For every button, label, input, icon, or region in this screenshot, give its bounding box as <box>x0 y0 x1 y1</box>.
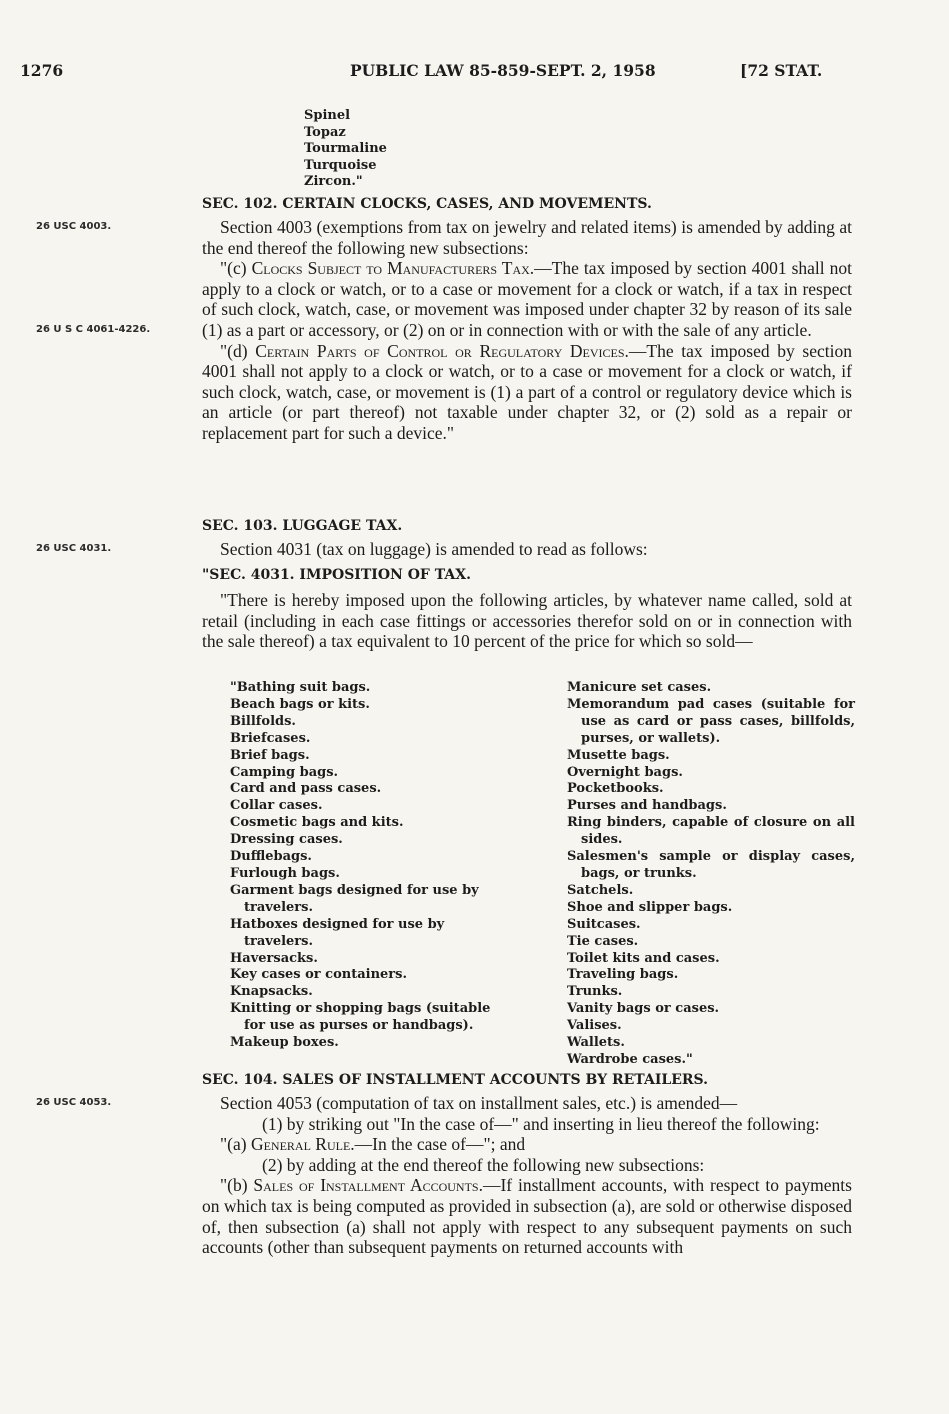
list-item: Salesmen's sample or display cases, bags, or trunks. <box>567 849 855 881</box>
list-item: Haversacks. <box>230 950 318 966</box>
sec-104-body <box>202 1093 852 1258</box>
list-item: Suitcases. <box>567 916 641 932</box>
subsection-c-title: Clocks Subject to Manufacturers Tax. <box>251 258 535 279</box>
list-item: Brief bags. <box>230 747 310 763</box>
sec-102-body <box>202 217 852 444</box>
list-item: Pocketbooks. <box>567 781 664 797</box>
list-item: Briefcases. <box>230 730 311 746</box>
running-title: PUBLIC LAW 85-859-SEPT. 2, 1958 <box>350 61 656 80</box>
sec-104-intro: Section 4053 (computation of tax on installment sales, etc.) is amended— <box>220 1093 738 1113</box>
list-item: Manicure set cases. <box>567 680 712 695</box>
list-item: Satchels. <box>567 882 634 898</box>
subsection-a-text: —In the case of—"; and <box>354 1134 526 1155</box>
subsection-d-title: Certain Parts of Control or Regulatory Devices. <box>255 340 629 361</box>
margin-note-4003: 26 USC 4003. <box>36 221 112 232</box>
sec-102-intro: Section 4003 (exemptions from tax on jewelry and related items) is amended by adding at the end thereof the following new subsections: <box>202 217 852 258</box>
sec-4031-body <box>202 590 852 652</box>
list-item: Shoe and slipper bags. <box>567 899 733 915</box>
list-item: Purses and handbags. <box>567 798 727 814</box>
list-item: Wardrobe cases." <box>567 1051 693 1067</box>
subsection-b-title: Sales of Installment Accounts. <box>253 1175 483 1196</box>
list-item: Knitting or shopping bags (suitable for use as purses or handbags). <box>230 1001 491 1034</box>
gem-list-end <box>304 108 387 191</box>
sec-4031-text: "There is hereby imposed upon the following articles, by whatever name called, sold at retail (including in each case fittings or accessories therefor sold on or in connection with the sale thereof) a tax equivalent to 10 percent of the price for which so sold— <box>202 590 852 652</box>
list-item: Trunks. <box>567 984 623 1000</box>
list-item: Tourmaline <box>304 141 387 156</box>
list-item: Makeup boxes. <box>230 1035 339 1051</box>
subsection-d-lead: "(d) <box>220 340 256 361</box>
luggage-list-right <box>567 680 855 1069</box>
page-number: 1276 <box>20 61 64 80</box>
sec-103-intro <box>202 539 852 560</box>
list-item: Key cases or containers. <box>230 967 408 983</box>
list-item: Garment bags designed for use by travelers. <box>230 882 479 915</box>
list-item: Hatboxes designed for use by travelers. <box>230 916 445 949</box>
sec-104-item-1: (1) by striking out "In the case of—" and inserting in lieu thereof the following: <box>262 1113 820 1134</box>
subsection-d <box>202 341 852 444</box>
margin-note-4061: 26 U S C 4061-4226. <box>36 324 151 335</box>
list-item: Furlough bags. <box>230 865 340 881</box>
list-item: Ring binders, capable of closure on all sides. <box>567 815 855 848</box>
list-item: Billfolds. <box>230 713 296 729</box>
sec-104-heading: SEC. 104. SALES OF INSTALLMENT ACCOUNTS BY RETAILERS. <box>202 1072 709 1088</box>
list-item: Traveling bags. <box>567 967 679 983</box>
list-item: Knapsacks. <box>230 984 313 1000</box>
list-item: Overnight bags. <box>567 764 683 780</box>
list-item: Valises. <box>567 1018 622 1034</box>
subsection-c <box>202 258 852 340</box>
sec-102-heading: SEC. 102. CERTAIN CLOCKS, CASES, AND MOVEMENTS. <box>202 196 652 212</box>
list-item: "Bathing suit bags. <box>230 680 371 695</box>
subsection-c-text: —The tax imposed by section 4001 shall not apply to a clock or watch, or to a case or movement for a clock or watch, if a tax in respect of such clock, watch, case, or movement was imposed under chapter 32 by reason of its sale (1) as a part or accessory, or (2) on or in connection with or with the sale of any article. <box>202 258 852 340</box>
subsection-a-lead: "(a) <box>220 1134 251 1155</box>
subsection-b <box>202 1175 852 1257</box>
list-item: Beach bags or kits. <box>230 696 370 712</box>
subsection-b-lead: "(b) <box>220 1175 254 1196</box>
luggage-list-left <box>230 680 520 1052</box>
sec-104-item-2: (2) by adding at the end thereof the following new subsections: <box>262 1154 705 1175</box>
sec-103-intro-text: Section 4031 (tax on luggage) is amended to read as follows: <box>220 539 648 559</box>
list-item: Cosmetic bags and kits. <box>230 815 404 831</box>
list-item: Memorandum pad cases (suitable for use as card or pass cases, billfolds, purses, or wallets). <box>567 696 855 746</box>
list-item: Wallets. <box>567 1035 625 1051</box>
list-item: Dufflebags. <box>230 849 312 865</box>
subsection-d-text: —The tax imposed by section 4001 shall not apply to a clock or watch, or to a case or movement for a clock or watch, if such clock, watch, case, or movement is (1) a part of a control or regulatory device which is an article (or part thereof) not taxable under chapter 32, or (2) sold as a repair or replacement part for such a device." <box>202 340 852 443</box>
margin-note-4053: 26 USC 4053. <box>36 1097 112 1108</box>
subsection-a-title: General Rule. <box>250 1134 355 1155</box>
statute-volume: [72 STAT. <box>740 61 823 80</box>
list-item: Zircon." <box>304 174 363 189</box>
list-item: Musette bags. <box>567 747 670 763</box>
list-item: Vanity bags or cases. <box>567 1001 720 1017</box>
subsection-c-lead: "(c) <box>220 258 252 279</box>
subsection-a <box>202 1134 852 1155</box>
list-item: Camping bags. <box>230 764 339 780</box>
list-item: Spinel <box>304 108 351 123</box>
list-item: Toilet kits and cases. <box>567 950 720 966</box>
sec-103-heading: SEC. 103. LUGGAGE TAX. <box>202 518 403 534</box>
sec-4031-heading: "SEC. 4031. IMPOSITION OF TAX. <box>202 567 471 583</box>
list-item: Turquoise <box>304 157 377 173</box>
list-item: Dressing cases. <box>230 832 343 848</box>
list-item: Collar cases. <box>230 798 323 814</box>
list-item: Card and pass cases. <box>230 781 382 797</box>
margin-note-4031: 26 USC 4031. <box>36 543 112 554</box>
list-item: Topaz <box>304 124 346 140</box>
list-item: Tie cases. <box>567 933 639 949</box>
subsection-b-text: —If installment accounts, with respect to payments on which tax is being computed as provided in subsection (a), are sold or otherwise disposed of, then subsection (a) shall not apply with respect to any subsequent payments on such accounts (other than subsequent payments on returned accounts with <box>202 1175 852 1258</box>
